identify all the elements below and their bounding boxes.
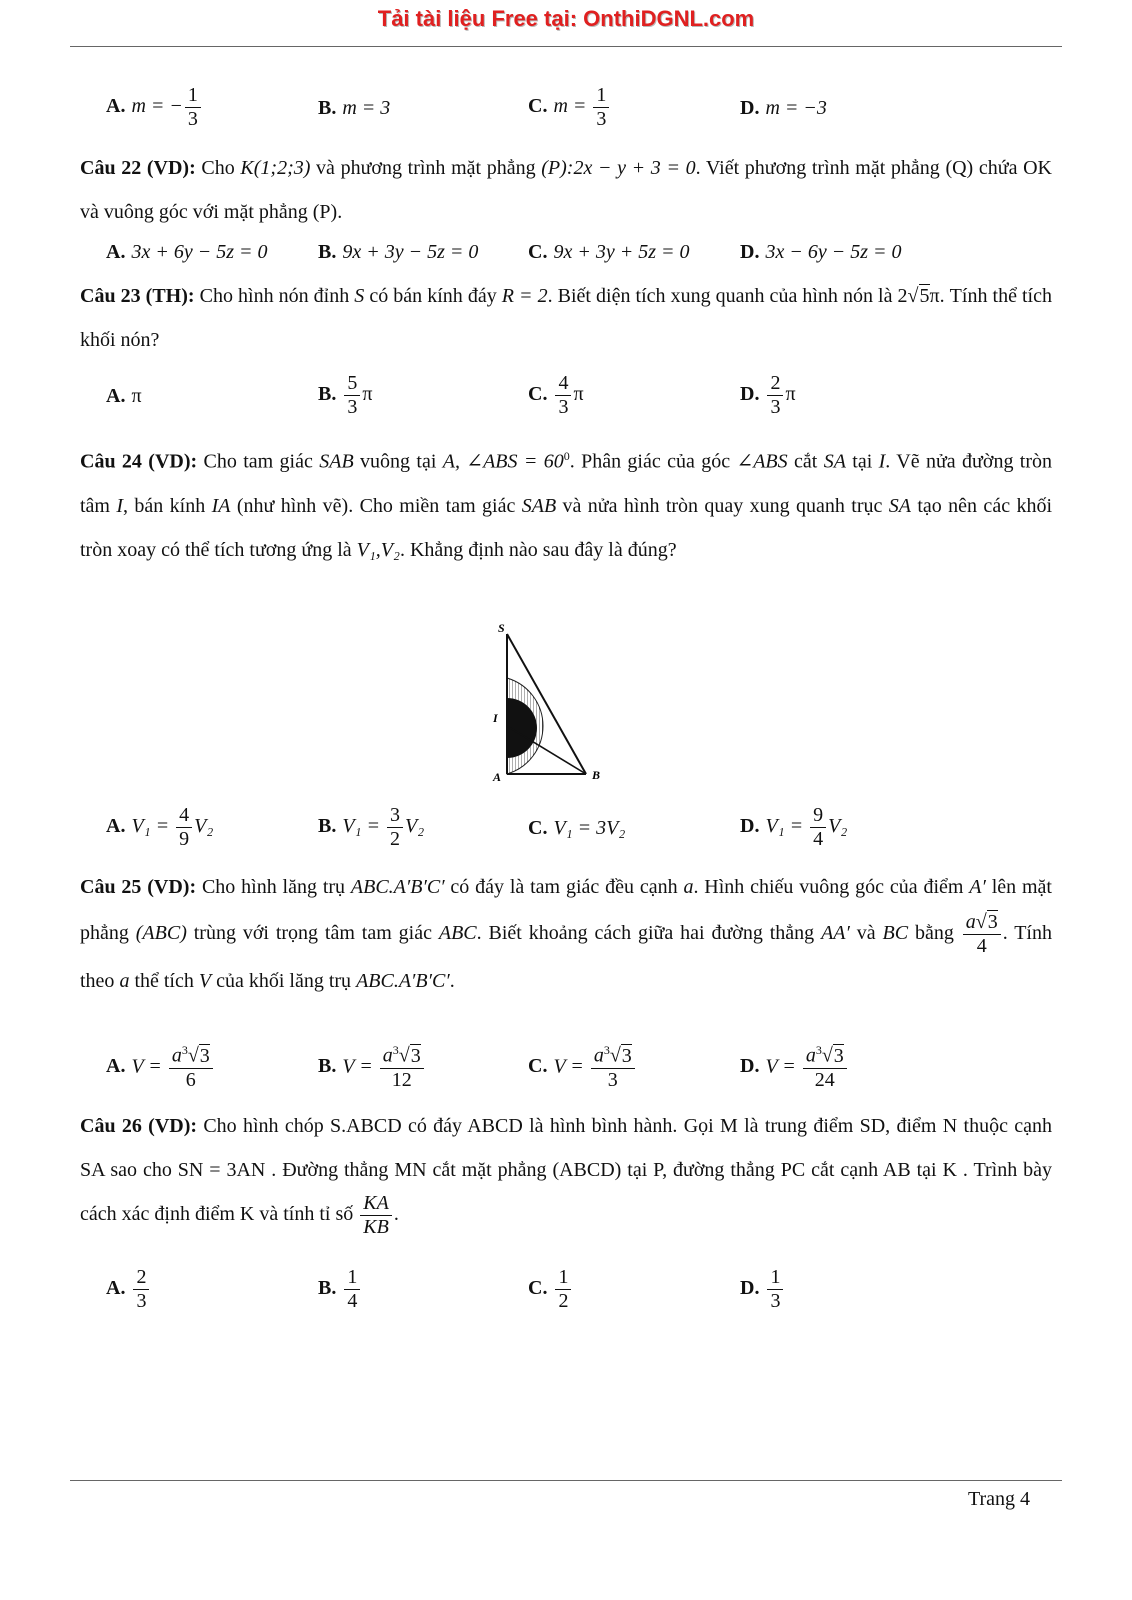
q25-option-a: A. V = $\frac{a^3√3}{6}$ bbox=[106, 1044, 215, 1092]
q23-option-d: D. $\frac{2}{3}$ π bbox=[740, 372, 796, 418]
q25-option-d: D. V = $\frac{a^3√3}{24}$ bbox=[740, 1044, 849, 1092]
q24-option-a: A. V₁ = $\frac{4}{9}$ V₂ bbox=[106, 804, 214, 850]
q21-option-b: B. m = 3 bbox=[318, 97, 391, 119]
q24-question: Câu 24 (VD): Cho tam giác SAB vuông tại A, ∠ABS = $60^0$. Phân giác của góc ∠ABS cắt SA tại I. Vẽ nửa đường tròn tâm I, bán kính IA (như hình vẽ). Cho miền tam giác SAB và nửa hình tròn quay xung quanh trục SA tạo nên các khối tròn xoay có thể tích tương ứng là V₁,V₂. Khẳng định nào sau đây là đúng? bbox=[80, 449, 1053, 561]
q22-option-a: A. 3x + 6y − 5z = 0 bbox=[106, 241, 268, 263]
q22-option-d: D. 3x − 6y − 5z = 0 bbox=[740, 241, 902, 263]
q25-option-c: C. V = $\frac{a^3√3}{3}$ bbox=[528, 1044, 637, 1092]
q21-option-d: D. m = −3 bbox=[740, 97, 827, 119]
q23-option-a: A. π bbox=[106, 385, 142, 407]
q24-figure bbox=[488, 618, 608, 788]
q24-option-d: D. V₁ = $\frac{9}{4}$ V₂ bbox=[740, 804, 848, 850]
q22-option-b: B. 9x + 3y − 5z = 0 bbox=[318, 241, 479, 263]
q24-label-i: I bbox=[493, 711, 498, 725]
q26-option-a: A. $\frac{2}{3}$ bbox=[106, 1266, 151, 1313]
q21-option-a: A. m = − $\frac{1}{3}$ bbox=[106, 84, 203, 131]
page-number: Trang 4 bbox=[967, 1488, 1030, 1510]
q26-option-d: D. $\frac{1}{3}$ bbox=[740, 1266, 785, 1313]
q26-question: Câu 26 (VD): Cho hình chóp S.ABCD có đáy ABCD là hình bình hành. Gọi M là trung điểm SD, điểm N thuộc cạnh SA sao cho SN = 3AN . Đường thẳng MN cắt mặt phẳng (ABCD) tại P, đường thẳng PC cắt cạnh AB tại K . Trình bày cách xác định điểm K và tính tỉ số $\frac{KA}{KB}$ . bbox=[80, 1115, 1052, 1238]
q21-option-c: C. m = $\frac{1}{3}$ bbox=[528, 84, 611, 131]
q23-option-c: C. $\frac{4}{3}$ π bbox=[528, 372, 584, 418]
header-rule bbox=[70, 46, 1062, 47]
q24-label-a: A bbox=[493, 770, 502, 784]
q24-option-c: C. V₁ = 3V₂ bbox=[528, 817, 626, 839]
q24-label-b: B bbox=[592, 768, 601, 782]
q24-label-s: S bbox=[498, 621, 505, 635]
header-banner[interactable]: Tải tài liệu Free tại: OnthiDGNL.com bbox=[377, 6, 755, 31]
q25-option-b: B. V = $\frac{a^3√3}{12}$ bbox=[318, 1044, 426, 1092]
q25-question: Câu 25 (VD): Cho hình lăng trụ ABC.A′B′C′ có đáy là tam giác đều cạnh a. Hình chiếu vuông góc của điểm A′ lên mặt phẳng (ABC) trùng với trọng tâm tam giác ABC. Biết khoảng cách giữa hai đường thẳng AA′ và BC bằng $\frac{a√3}{4}$ . Tính theo a thể tích V của khối lăng trụ ABC.A′B′C′. bbox=[80, 876, 1052, 992]
q26-option-c: C. $\frac{1}{2}$ bbox=[528, 1266, 573, 1313]
q22-question: Câu 22 (VD): Cho K(1;2;3) và phương trình mặt phẳng (P):2x − y + 3 = 0. Viết phương trình mặt phẳng (Q) chứa OK và vuông góc với mặt phẳng (P). bbox=[80, 157, 1053, 223]
q24-option-b: B. V₁ = $\frac{3}{2}$ V₂ bbox=[318, 804, 425, 850]
q26-option-b: B. $\frac{1}{4}$ bbox=[318, 1266, 362, 1313]
q23-option-b: B. $\frac{5}{3}$ π bbox=[318, 372, 373, 418]
q23-question: Câu 23 (TH): Cho hình nón đỉnh S có bán kính đáy R = 2. Biết diện tích xung quanh của hình nón là 2√5π. Tính thể tích khối nón? bbox=[80, 285, 1052, 351]
footer-rule bbox=[70, 1480, 1062, 1481]
q22-option-c: C. 9x + 3y + 5z = 0 bbox=[528, 241, 690, 263]
